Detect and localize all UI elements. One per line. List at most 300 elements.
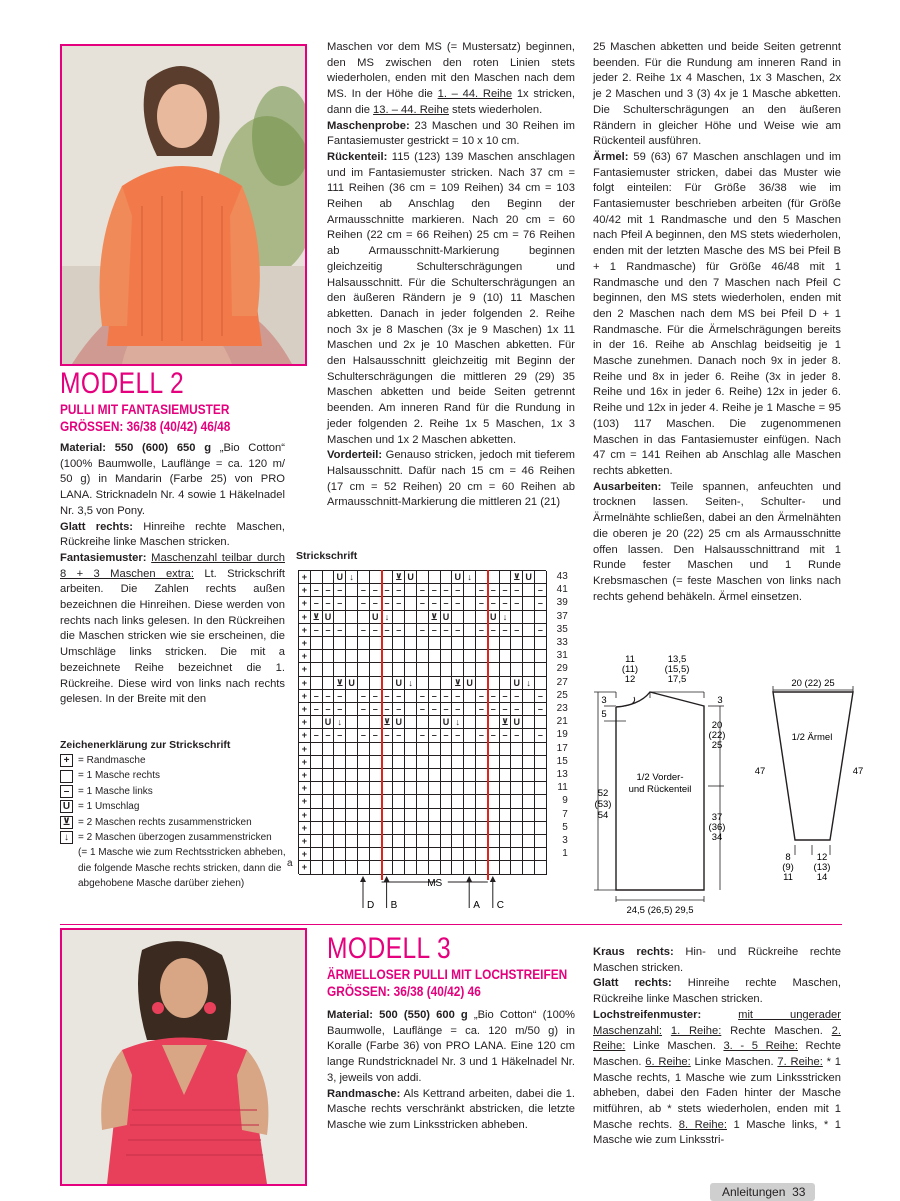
chart-cell — [452, 756, 464, 769]
chart-cell — [382, 795, 394, 808]
chart-cell: – — [500, 729, 512, 742]
chart-cell — [452, 663, 464, 676]
ms-boundary-line — [381, 570, 383, 880]
chart-cell — [323, 835, 335, 848]
chart-cell: ↓ — [464, 571, 476, 584]
side-label-3: 34 — [711, 832, 723, 843]
chart-cell: – — [370, 729, 382, 742]
chart-cell — [346, 611, 358, 624]
chart-cell: – — [476, 690, 488, 703]
chart-cell: – — [441, 597, 453, 610]
chart-cell — [464, 690, 476, 703]
chart-cell — [311, 716, 323, 729]
m3-rand-paragraph — [327, 1087, 575, 1134]
chart-cell — [488, 637, 500, 650]
cuff-b-3: 14 — [816, 872, 828, 883]
chart-cell: – — [429, 690, 441, 703]
chart-cell — [488, 663, 500, 676]
chart-cell — [334, 611, 346, 624]
chart-cell — [523, 743, 535, 756]
chart-cell: ↓ — [334, 716, 346, 729]
chart-cell: – — [417, 729, 429, 742]
chart-cell — [535, 677, 547, 690]
chart-cell: + — [299, 703, 311, 716]
chart-cell: – — [370, 703, 382, 716]
chart-cell — [535, 663, 547, 676]
chart-cell — [405, 743, 417, 756]
chart-cell — [323, 769, 335, 782]
chart-cell — [405, 861, 417, 874]
chart-cell — [346, 703, 358, 716]
chart-cell — [382, 782, 394, 795]
chart-cell — [535, 769, 547, 782]
chart-cell — [441, 861, 453, 874]
chart-cell: ⊻ — [382, 716, 394, 729]
chart-cell: – — [500, 597, 512, 610]
chart-cell: ⊻ — [511, 571, 523, 584]
chart-cell — [334, 795, 346, 808]
chart-cell: – — [417, 624, 429, 637]
neck-label-1: 11 — [625, 654, 635, 665]
m3-kraus-text: Hin- und Rückreihe rechte Maschen stricken. — [593, 946, 841, 974]
chart-cell — [417, 743, 429, 756]
text-part: 1x stricken, dann die — [327, 88, 576, 116]
chart-cell: – — [382, 584, 394, 597]
chart-cell — [334, 769, 346, 782]
chart-cell — [511, 861, 523, 874]
chart-cell: – — [393, 584, 405, 597]
chart-cell — [405, 611, 417, 624]
modell3-col2-text — [327, 1008, 575, 1134]
chart-row-number: 3 — [562, 835, 568, 846]
chart-cell: – — [452, 703, 464, 716]
chart-cell: – — [511, 690, 523, 703]
chart-cell — [452, 650, 464, 663]
chart-cell — [311, 822, 323, 835]
chart-cell — [393, 835, 405, 848]
chart-row-number: 29 — [556, 663, 568, 675]
chart-cell — [358, 743, 370, 756]
chart-cell — [523, 756, 535, 769]
chart-cell — [429, 848, 441, 861]
skp-arrow-icon: ↓ — [60, 831, 73, 844]
chart-cell — [464, 769, 476, 782]
chart-cell — [358, 782, 370, 795]
chart-cell — [393, 822, 405, 835]
legend-title: Zeichenerklärung zur Strickschrift — [60, 739, 231, 751]
chart-cell: – — [323, 703, 335, 716]
chart-cell: ↓ — [500, 611, 512, 624]
chart-cell: – — [382, 703, 394, 716]
chart-cell: – — [382, 624, 394, 637]
chart-cell — [358, 795, 370, 808]
chart-cell: + — [299, 611, 311, 624]
chart-cell — [464, 624, 476, 637]
m3-glatt-text: Hinreihe rechte Maschen, Rückreihe linke Maschen stricken. — [593, 977, 841, 1006]
chart-cell — [511, 756, 523, 769]
modell3-photo — [60, 928, 307, 1186]
chart-cell — [417, 809, 429, 822]
chart-cell — [441, 677, 453, 690]
cuff-a-1: 8 — [785, 852, 791, 863]
chart-cell: + — [299, 795, 311, 808]
arrow-label: B — [390, 899, 398, 911]
fantasie-label: Fantasiemuster: — [60, 551, 147, 564]
chart-row-number: 15 — [556, 755, 568, 767]
chart-cell: – — [452, 729, 464, 742]
cuff-b-2: (13) — [813, 862, 831, 873]
chart-cell: – — [323, 729, 335, 742]
chart-cell — [323, 782, 335, 795]
chart-cell — [488, 848, 500, 861]
chart-cell — [523, 650, 535, 663]
chart-cell — [323, 795, 335, 808]
chart-cell — [535, 835, 547, 848]
rueckenteil-text: 115 (123) 139 Maschen anschlagen und im Fantasiemuster stricken. Nach 37 cm = 111 Reihen (36 cm = 109 Reihen) 34 cm = 103 Reihen ab Anschlag den Beginn der Armausschnitte markieren. Nach 20 cm = 60 Reihen (22 cm = 66 Reihen) 25 cm = 76 Reihen ab Armausschnitt-Markierung beginnen gleichzeitig Schulterschrägungen und Halsausschnitt. Für die Schulterschrägungen an den äußeren Rändern je 9 (10) 11 Maschen abketten. Danach in jeder folgenden 2. Reihe noch 3x je 8 Maschen (3x je 9 Maschen) 1x 11 Maschen und 2x je 10 Maschen abketten. Für den Halsausschnitt gleichzeitig mit Beginn der Schulterschrägungen die mittleren 29 (29) 35 Maschen abketten und beide Seiten getrennt beenden. Am inneren Rand für die Rundung in jeder folgenden 2. Reihe 1x 5 Maschen, 1x 3 Maschen und 1x 2 Maschen abketten. — [327, 150, 575, 446]
chart-cell — [323, 677, 335, 690]
chart-cell: – — [535, 597, 547, 610]
chart-cell — [535, 782, 547, 795]
chart-cell — [464, 611, 476, 624]
chart-cell — [488, 650, 500, 663]
chart-cell — [405, 703, 417, 716]
chart-cell — [311, 650, 323, 663]
chart-cell: – — [476, 624, 488, 637]
chart-cell — [405, 637, 417, 650]
chart-cell — [429, 769, 441, 782]
chart-cell: – — [311, 690, 323, 703]
m3-kraus-paragraph — [593, 945, 841, 976]
modell3-title: MODELL 3 — [327, 932, 452, 965]
chart-cell: – — [500, 703, 512, 716]
chart-cell — [393, 861, 405, 874]
chart-cell: + — [299, 769, 311, 782]
arrow-up-icon — [384, 876, 390, 882]
neck-label-3: 12 — [624, 674, 636, 685]
chart-cell — [417, 611, 429, 624]
chart-cell: U — [346, 677, 358, 690]
chart-cell — [464, 848, 476, 861]
pattern-schematic — [590, 650, 890, 925]
chart-cell — [358, 769, 370, 782]
umschlag-symbol: U — [60, 800, 73, 813]
body-label-2: und Rückenteil — [628, 784, 692, 795]
m3-loch-paragraph — [593, 1008, 841, 1149]
m3-rand-label: Randmasche: — [327, 1087, 401, 1100]
chart-cell: U — [393, 716, 405, 729]
chart-cell — [500, 861, 512, 874]
loch-text: Rechte Maschen. — [593, 1040, 841, 1068]
modell3-sizes: GRÖSSEN: 36/38 (40/42) 46 — [327, 984, 481, 999]
chart-cell — [311, 835, 323, 848]
m3-kraus-label: Kraus rechts: — [593, 946, 674, 958]
aermel-text: 59 (63) 67 Maschen anschlagen und im Fantasiemuster stricken, dabei das Muster wie folgt einteilen: Für Größe 36/38 wie im Fantasiemuster beschrieben arbeiten (für Größe 40/42 mit 1 Randmasche und den 5 Maschen nach Pfeil A beginnen, den MS stets wiederholen, enden mit der letzten Masche des MS bei Pfeil B + 1 Randmasche) für Größe 46/48 mit 1 Randmasche und den 7 Maschen nach Pfeil C beginnen, den MS stets wiederholen, enden mit den 2 Maschen nach dem MS bei Pfeil D + 1 Randmasche. Für die Ärmelschrägungen bereits in der 16. Reihe ab Anschlag beidseitig je 1 Masche zunehmen. Danach noch 9x in jeder 8. Reihe und 8x in jeder 6. Reihe (3x in jeder 8. Reihe und 16x in jeder 6. Reihe) 12x in jeder 6. Reihe und 12x in jeder 4. Reihe je 1 Masche = 95 (103) 117 Maschen. Die zugenommenen Maschen in das Fantasiemuster einfügen. Nach 47 cm = 141 Reihen ab Anschlag alle Maschen rechts abketten. — [593, 150, 841, 477]
chart-cell — [535, 571, 547, 584]
footer-label: Anleitungen — [722, 1185, 786, 1199]
sleeve-left-label: 47 — [754, 766, 766, 777]
chart-cell: + — [299, 861, 311, 874]
chart-cell — [393, 782, 405, 795]
glatt-paragraph — [60, 520, 285, 551]
chart-cell: – — [358, 624, 370, 637]
chart-cell: – — [417, 690, 429, 703]
chart-cell: – — [488, 690, 500, 703]
sleeve-label: 1/2 Ärmel — [791, 732, 833, 743]
chart-cell — [452, 835, 464, 848]
model-woman-orange-sweater-illustration — [62, 46, 305, 364]
chart-cell: – — [452, 597, 464, 610]
chart-cell: – — [393, 729, 405, 742]
glatt-text: Hinreihe rechte Maschen, Rückreihe linke Maschen stricken. — [60, 520, 285, 549]
k2tog-icon: ⊻ — [60, 816, 73, 829]
chart-cell — [523, 782, 535, 795]
chart-cell: U — [323, 716, 335, 729]
chart-cell: – — [500, 690, 512, 703]
chart-cell — [441, 663, 453, 676]
chart-cell: – — [334, 584, 346, 597]
modell2-sizes: GRÖSSEN: 36/38 (40/42) 46/48 — [60, 419, 231, 434]
chart-cell — [358, 848, 370, 861]
chart-cell — [405, 756, 417, 769]
chart-cell — [405, 584, 417, 597]
chart-cell — [346, 650, 358, 663]
legend-item-umschlag — [60, 799, 292, 814]
section-divider — [60, 924, 842, 925]
chart-cell — [323, 756, 335, 769]
rechts-symbol — [60, 770, 73, 783]
chart-cell — [346, 716, 358, 729]
chart-cell — [358, 809, 370, 822]
chart-cell — [405, 795, 417, 808]
chart-cell — [452, 743, 464, 756]
chart-cell: – — [441, 703, 453, 716]
arrow-label: C — [496, 899, 505, 911]
legend-text: = Randmasche — [78, 755, 146, 766]
chart-cell — [346, 597, 358, 610]
chart-cell — [311, 809, 323, 822]
sleeve-top-label: 20 (22) 25 — [791, 678, 835, 689]
chart-cell — [535, 756, 547, 769]
chart-cell — [429, 861, 441, 874]
legend-item-randmasche — [60, 753, 292, 768]
chart-cell — [464, 809, 476, 822]
chart-cell — [511, 650, 523, 663]
chart-row-number: 35 — [556, 623, 568, 635]
chart-cell — [323, 637, 335, 650]
chart-row-number: 9 — [562, 795, 568, 807]
legend-item-links — [60, 784, 292, 799]
chart-cell: – — [429, 624, 441, 637]
chart-cell — [500, 835, 512, 848]
chart-cell: – — [429, 729, 441, 742]
chart-cell — [346, 624, 358, 637]
shoulder-label-2: (15,5) — [664, 664, 690, 675]
chart-cell — [334, 637, 346, 650]
chart-cell: ↓ — [382, 611, 394, 624]
chart-row-number: 33 — [556, 637, 568, 648]
chart-cell — [417, 848, 429, 861]
chart-cell: + — [299, 650, 311, 663]
chart-cell — [346, 848, 358, 861]
chart-cell: – — [358, 597, 370, 610]
chart-cell — [358, 677, 370, 690]
chart-cell — [464, 729, 476, 742]
chart-cell — [405, 624, 417, 637]
chart-cell: – — [358, 584, 370, 597]
chart-cell — [441, 809, 453, 822]
chart-row-number: 39 — [556, 597, 568, 609]
chart-cell — [452, 795, 464, 808]
chart-cell: – — [535, 729, 547, 742]
chart-cell: U — [511, 716, 523, 729]
chart-cell — [464, 650, 476, 663]
neck-label-2: (11) — [621, 664, 639, 675]
chart-cell — [417, 650, 429, 663]
left-3-label: 3 — [601, 695, 607, 706]
chart-cell — [488, 756, 500, 769]
chart-cell — [311, 637, 323, 650]
chart-legend — [60, 738, 292, 892]
chart-cell — [323, 663, 335, 676]
chart-cell: ⊻ — [429, 611, 441, 624]
chart-cell — [523, 624, 535, 637]
chart-cell — [323, 861, 335, 874]
chart-cell: + — [299, 571, 311, 584]
chart-cell — [441, 650, 453, 663]
aermel-paragraph — [593, 150, 841, 480]
chart-cell — [511, 637, 523, 650]
material-text: „Bio Cotton“ (100% Baumwolle, Lauflänge = ca. 120 m/ 50 g) in Mandarin (Farbe 25) von PRO LANA. Stricknadeln Nr. 4 sowie 1 Häkelnadel Nr. 3,5 von Pony. — [60, 442, 285, 517]
loch-text: Linke Maschen. — [625, 1040, 724, 1053]
chart-cell — [382, 848, 394, 861]
chart-cell — [535, 822, 547, 835]
chart-row-number: 23 — [556, 703, 568, 714]
loch-underlined: 8. Reihe: — [678, 1118, 727, 1131]
total-label-3: 54 — [597, 810, 609, 821]
modell2-col2-text — [327, 40, 575, 511]
chart-cell — [500, 677, 512, 690]
chart-cell — [429, 650, 441, 663]
chart-cell: – — [429, 597, 441, 610]
legend-item-ueberzogen — [60, 830, 292, 845]
chart-cell: U — [441, 716, 453, 729]
chart-cell — [311, 663, 323, 676]
chart-cell: – — [535, 690, 547, 703]
chart-cell — [346, 769, 358, 782]
chart-cell: U — [393, 677, 405, 690]
chart-cell — [511, 795, 523, 808]
chart-cell: – — [488, 703, 500, 716]
chart-cell — [488, 677, 500, 690]
sleeve-right-label: 47 — [852, 766, 864, 777]
chart-cell — [464, 637, 476, 650]
chart-cell: ↓ — [523, 677, 535, 690]
chart-cell: + — [299, 743, 311, 756]
ausarbeiten-text: Teile spannen, anfeuchten und trocknen lassen. Seiten-, Schulter- und Ärmelnähte schließen, dabei an den Ärmelnähten die oberen je 20 (22) 25 cm als Armausschnitte offen lassen. Den Halsausschnittrand mit 1 Runde fester Maschen und 1 Runde Krebsmaschen (= feste Maschen von links nach rechts gehend behäkeln. Ärmel einsetzen. — [593, 480, 841, 603]
chart-cell — [452, 822, 464, 835]
chart-row-number: 5 — [562, 821, 568, 833]
chart-cell: – — [452, 690, 464, 703]
chart-cell — [441, 835, 453, 848]
chart-cell — [417, 835, 429, 848]
chart-cell — [488, 795, 500, 808]
chart-cell — [405, 848, 417, 861]
chart-cell — [417, 769, 429, 782]
chart-cell — [405, 716, 417, 729]
chart-cell — [511, 782, 523, 795]
chart-cell — [500, 650, 512, 663]
chart-cell — [358, 637, 370, 650]
m3-glatt-label: Glatt rechts: — [593, 977, 672, 990]
chart-cell: – — [393, 690, 405, 703]
chart-cell — [311, 571, 323, 584]
chart-row-number: 43 — [556, 571, 568, 582]
chart-cell — [417, 822, 429, 835]
chart-cell — [323, 743, 335, 756]
chart-cell — [452, 637, 464, 650]
chart-cell — [405, 769, 417, 782]
chart-cell: U — [323, 611, 335, 624]
chart-cell — [311, 782, 323, 795]
chart-cell: – — [334, 729, 346, 742]
rueckenteil-label: Rückenteil: — [327, 150, 388, 163]
ms-boundary-line — [487, 570, 489, 880]
chart-cell — [488, 743, 500, 756]
chart-cell — [464, 795, 476, 808]
chart-cell — [523, 716, 535, 729]
chart-cell: – — [334, 597, 346, 610]
arrow-label: A — [473, 899, 480, 911]
chart-cell — [358, 611, 370, 624]
chart-cell: U — [405, 571, 417, 584]
chart-cell — [464, 861, 476, 874]
chart-cell — [405, 809, 417, 822]
chart-cell — [346, 690, 358, 703]
chart-row-number: 19 — [556, 729, 568, 741]
chart-cell — [441, 637, 453, 650]
chart-cell — [334, 756, 346, 769]
links-symbol: – — [60, 785, 73, 798]
chart-cell — [393, 743, 405, 756]
page-number: 33 — [792, 1185, 806, 1199]
chart-cell — [429, 782, 441, 795]
legend-text: = 2 Maschen überzogen zusammenstricken — [78, 832, 272, 844]
chart-row-number: 1 — [562, 848, 568, 860]
chart-cell — [429, 822, 441, 835]
chart-cell — [523, 611, 535, 624]
chart-cell — [535, 861, 547, 874]
legend-item-rechts — [60, 768, 292, 783]
chart-cell: ↓ — [346, 571, 358, 584]
chart-cell — [417, 861, 429, 874]
chart-cell — [441, 756, 453, 769]
chart-cell — [429, 677, 441, 690]
chart-cell — [346, 809, 358, 822]
m3-material-text: „Bio Cotton“ (100% Baumwolle, Lauflänge = ca. 120 m/50 g) in Koralle (Farbe 36) von PRO LANA. Eine 120 cm lange Rundstricknadel Nr. 3 und 1 Häkelnadel Nr. 3, jeweils von addi. — [327, 1009, 575, 1084]
chart-cell — [464, 703, 476, 716]
maschenprobe-text: 23 Maschen und 30 Reihen im Fantasiemuster gestrickt = 10 x 10 cm. — [327, 119, 575, 148]
chart-cell: – — [393, 703, 405, 716]
chart-cell — [500, 795, 512, 808]
chart-title: Strickschrift — [296, 550, 358, 562]
chart-cell — [382, 663, 394, 676]
chart-cell: – — [500, 584, 512, 597]
chart-cell — [334, 650, 346, 663]
chart-cell: + — [299, 848, 311, 861]
chart-cell — [393, 756, 405, 769]
loch-underlined: 2. Reihe: — [593, 1024, 842, 1053]
vorderteil-cont-paragraph: 25 Maschen abketten und beide Seiten getrennt beenden. Für die Rundung am inneren Rand in jeder 2. Reihe 1x 4 Maschen, 1x 3 Maschen, 2x je 2 Maschen und 3 (3) 4x je 1 Masche abketten. Die Schulterschrägungen an den äußeren Rändern in gleicher Höhe und Weise wie am Rückenteil ausführen. — [593, 41, 841, 148]
